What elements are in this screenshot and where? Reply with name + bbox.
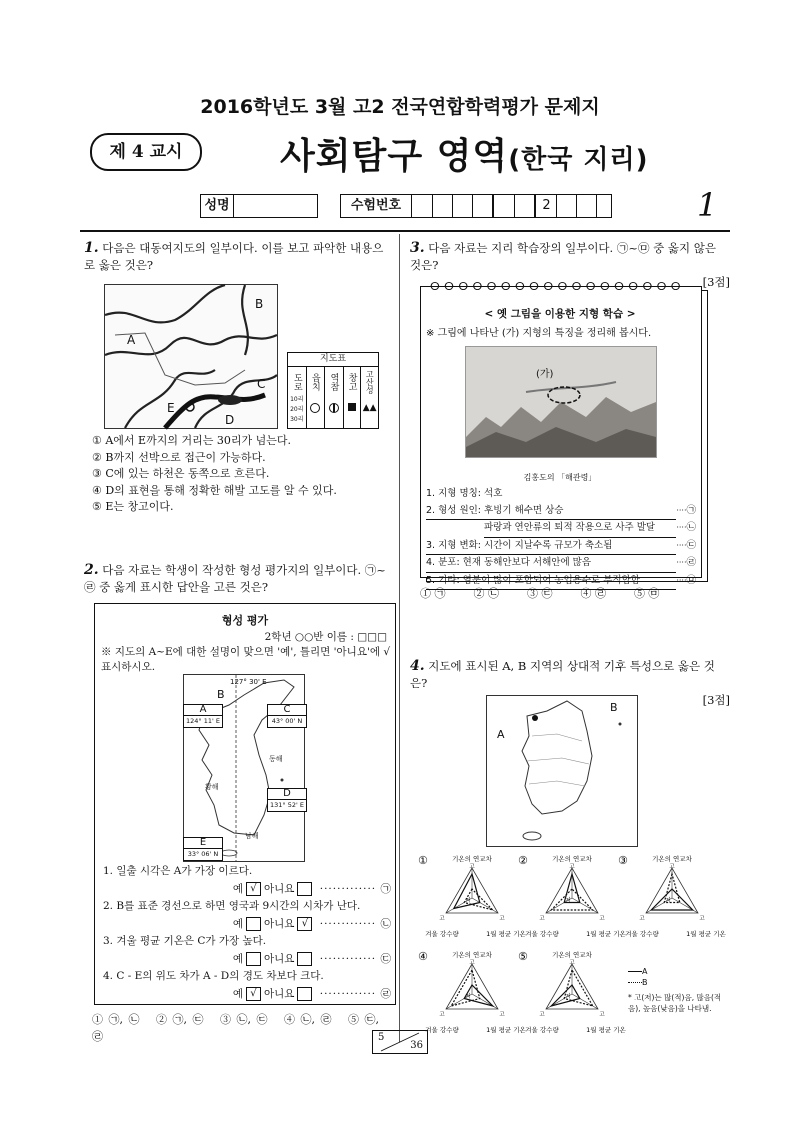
radar-axis-label: 1월 평균 기온 [686,930,726,938]
radar-axis-label: 1월 평균 기온 [586,930,626,938]
id-cell [433,195,453,217]
q2-number: 2. [84,562,99,578]
radar-high-label: 고 [699,916,705,922]
radar-axis-label: 겨울 강수량 [525,1026,559,1034]
legend-col-label: 역참 [328,373,339,391]
q2-option[interactable]: ① ㉠, ㉡ [92,1013,140,1026]
note-row-text: 1. 지형 명칭: 석호 [426,488,503,499]
map-label-c-box [267,704,307,728]
radar-high-label: 고 [439,916,445,922]
map-label-d-box [267,788,307,812]
note-row-text: 파랑과 연안류의 퇴적 작용으로 사주 발달 [484,520,676,538]
yes-label: 예 [232,952,243,965]
map-label-c: C [283,704,291,715]
q3-notebook [420,280,706,586]
no-checkbox[interactable] [297,882,312,896]
id-cell [413,195,433,217]
radar-chart-option[interactable] [414,852,526,938]
page-current: 5 [378,1032,385,1043]
yes-label: 예 [232,917,243,930]
map-label-e-box [183,837,223,861]
legend-col-label: 고산성 [365,370,375,394]
radar-chart-option[interactable] [514,948,626,1034]
sea-label: 황해 [205,783,219,791]
name-label: 성명 [201,195,234,217]
korea-peninsula-drawing [184,675,304,861]
painting-drawing [466,347,656,457]
legend-title: 지도표 [288,353,378,367]
radar-axis-label: 기온의 연교차 [452,951,492,959]
q1-option[interactable]: ② B까지 선박으로 접근이 가능하다. [92,450,266,464]
map-label-a: A [199,704,207,715]
id-cell [453,195,473,217]
no-label: 아니요 [263,987,295,1000]
subject-main: 사회탐구 영역 [280,136,509,177]
yes-checkbox[interactable] [246,917,261,931]
id-cell [577,195,597,217]
q1-option[interactable]: ⑤ E는 창고이다. [92,500,174,513]
radar-high-label: 고 [469,864,475,870]
subject-title [280,128,649,179]
radar-high-label: 고 [599,1012,605,1018]
no-checkbox[interactable] [297,987,312,1001]
radar-low-label: 저 [565,994,571,1000]
radar-chart-option[interactable] [514,852,626,938]
radar-option-mark: ④ [418,950,428,963]
note-row [426,486,696,503]
q2-korea-map [183,674,305,862]
radar-option-mark: ① [418,854,428,867]
radar-high-label: 고 [669,864,675,870]
q2-text: 다음 자료는 학생이 작성한 형성 평가지의 일부이다. ㉠~㉣ 중 옳게 표시한 답안을 고른 것은? [84,563,386,594]
q1-text: 다음은 대동여지도의 일부이다. 이를 보고 파악한 내용으로 옳은 것은? [84,241,384,272]
radar-high-label: 고 [499,916,505,922]
radar-chart-option[interactable] [614,852,726,938]
radar-low-label: 저 [465,994,471,1000]
q1-map-label: A [127,333,136,347]
sea-label: 남해 [245,832,259,840]
note-row-text: 5. 기타: 염분이 많이 포함되어 농업용수로 부적합함 [426,573,676,591]
legend-note: * 고(저)는 많(적)음, 많음(적음), 높음(낮음)을 나타냄. [628,993,722,1013]
note-row: 2. 형성 원인: 후빙기 해수면 상승 ···· ㉠ [426,503,696,521]
legend-tick: 30리 [290,416,304,423]
yes-label: 예 [232,882,243,895]
note-row: 3. 지형 변화: 시간이 지날수록 규모가 축소됨 ···· ㉢ [426,538,696,556]
quiz-item-answer-row [103,986,391,1004]
note-row: 파랑과 연안류의 퇴적 작용으로 사주 발달 ···· ㉡ [426,520,696,538]
q4-map-label: B [610,701,618,714]
quiz-item-answer-row [103,916,391,934]
radar-axis-label: 기온의 연교차 [552,855,592,863]
id-cell [557,195,577,217]
quiz-item-text: 4. C - E의 위도 차가 A - D의 경도 차보다 크다. [103,970,324,982]
q1-map-label: D [225,413,235,427]
circle-symbol-icon [310,403,320,413]
q3-option[interactable]: ⑤ ㉤ [633,587,660,600]
radar-axis-label: 겨울 강수량 [525,930,559,938]
radar-low-label: 저 [565,898,571,904]
radar-option-mark: ③ [618,854,628,867]
radar-option-mark: ② [518,854,528,867]
q3-option[interactable]: ④ ㉣ [580,587,606,600]
leader-dots: ············· [315,987,381,1000]
q2-option[interactable]: ② ㉠, ㉢ [156,1013,204,1026]
yes-checkbox[interactable]: √ [246,882,261,896]
radar-axis-label: 1월 평균 기온 [486,1026,526,1034]
item-mark: ㉠ [380,882,391,895]
sea-label: 동해 [269,755,283,763]
q3-option[interactable]: ② ㉡ [473,587,499,600]
q2-option[interactable]: ③ ㉡, ㉢ [220,1013,268,1026]
note-row-mark: ㉢ [686,539,696,551]
map-label-d: D [283,788,291,799]
south-korea-drawing [487,696,637,846]
map-label-a-box [183,704,223,728]
map-coord-c: 43° 00' N [268,715,306,726]
legend-a-label: A [642,967,648,976]
header-rule [80,230,730,232]
legend-col-label: 창고 [346,373,357,391]
landscape-painting [465,346,657,458]
legend-col-town [307,367,326,428]
q3-option[interactable]: ① ㉠ [420,587,446,600]
radar-chart-option[interactable] [414,948,526,1034]
radar-low-label: 저 [465,898,471,904]
radar-low-label: 저 [665,898,671,904]
quiz-instruction: ※ 지도의 A~E에 대한 설명이 맞으면 '예', 틀리면 '아니요'에 √ 표시하시오. [101,646,391,673]
legend-col-label: 도로 [291,373,302,391]
q4-korea-map [486,695,638,847]
radar-high-label: 고 [599,916,605,922]
q1-legend [287,352,379,429]
leader-dots: ············· [315,917,381,930]
note-row-text: 4. 분포: 현재 동해안보다 서해안에 많음 [426,555,676,573]
note-row-mark: ㉡ [686,522,696,533]
legend-tick: 20리 [290,406,304,413]
radar-high-label: 고 [499,1012,505,1018]
legend-col-storage [344,367,362,428]
note-row-text: 2. 형성 원인: 후빙기 해수면 상승 [426,503,676,521]
radar-axis-label: 겨울 강수량 [425,930,459,938]
name-box [200,194,318,218]
id-cell [473,195,494,217]
q1-old-map [104,284,278,429]
yes-label: 예 [232,987,243,1000]
square-symbol-icon [348,403,356,411]
radar-high-label: 고 [639,916,645,922]
quiz-items [103,863,391,1003]
q3-options [420,586,720,603]
quiz-item-text: 2. B를 표준 경선으로 하면 영국과 9시간의 시차가 난다. [103,900,361,912]
legend-entry-a [628,966,728,977]
legend-col-fortress [361,367,378,428]
q4-number: 4. [410,658,425,674]
q1-option[interactable]: ③ C에 있는 하천은 동쪽으로 흐른다. [92,467,270,480]
radar-high-label: 고 [539,1012,545,1018]
legend-col-road [288,367,307,428]
quiz-item-answer-row [103,951,391,969]
leader-dots: ············· [315,882,381,895]
radar-high-label: 고 [439,1012,445,1018]
page-number: 1 [697,186,718,224]
radar-high-label: 고 [469,960,475,966]
q1-options [92,433,392,516]
exam-title: 2016학년도 3월 고2 전국연합학력평가 문제지 [200,96,600,118]
painting-caption: 김홍도의 「해관령」 [523,473,597,482]
q1-map-label: E [167,401,175,415]
note-row-mark: ㉤ [686,574,696,586]
column-divider [399,234,400,1042]
item-mark: ㉢ [380,952,391,965]
q4-text: 지도에 표시된 A, B 지역의 상대적 기후 특성으로 옳은 것은? [410,659,715,690]
old-map-drawing [105,285,277,428]
page-total: 36 [410,1040,423,1051]
map-label-b: B [217,688,225,701]
id-box [340,194,612,218]
legend-tick: 10리 [290,396,304,403]
q2-stem [84,562,390,596]
period-badge: 제 4 교시 [90,133,202,171]
no-checkbox[interactable] [297,952,312,966]
map-coord-d: 131° 52' E [268,799,306,810]
radar-high-label: 고 [569,960,575,966]
id-cell [597,195,609,217]
radar-high-label: 고 [569,864,575,870]
q1-map-label: C [257,377,266,391]
note-row: 4. 분포: 현재 동해안보다 서해안에 많음 ···· ㉣ [426,555,696,573]
note-row: 5. 기타: 염분이 많이 포함되어 농업용수로 부적합함 ···· ㉤ [426,573,696,591]
q3-number: 3. [410,240,425,256]
yes-checkbox[interactable] [246,952,261,966]
id-cell [515,195,536,217]
quiz-item-answer-row [103,881,391,899]
legend-entry-b [628,977,728,988]
radar-axis-label: 겨울 강수량 [425,1026,459,1034]
q2-quiz-box [94,603,396,1005]
id-cell [495,195,515,217]
subject-sub: (한국 지리) [508,145,649,175]
radar-axis-label: 기온의 연교차 [452,855,492,863]
legend-col-label: 읍치 [309,373,320,391]
q1-map-label: B [255,297,264,311]
q4-points: [3점] [702,693,730,707]
no-label: 아니요 [263,917,295,930]
radar-axis-label: 1월 평균 기온 [586,1026,626,1034]
map-coord-a: 124° 11' E [184,715,222,726]
no-label: 아니요 [263,952,295,965]
note-row-mark: ㉣ [686,557,696,568]
radar-option-mark: ⑤ [518,950,528,963]
note-rows [426,486,696,590]
note-title: < 옛 그림을 이용한 지형 학습 > [484,308,636,320]
legend-col-station [325,367,344,428]
item-mark: ㉣ [380,987,391,1000]
no-label: 아니요 [263,882,295,895]
q1-stem [84,240,390,274]
radar-axis-label: 겨울 강수량 [625,930,659,938]
quiz-item-text: 3. 겨울 평균 기온은 C가 가장 높다. [103,935,267,947]
spiral-rings-icon: ⵔⵔⵔⵔⵔⵔⵔⵔⵔⵔⵔⵔⵔⵔⵔⵔⵔⵔ [430,280,685,293]
q3-text: 다음 자료는 지리 학습장의 일부이다. ㉠~㉤ 중 옳지 않은 것은? [410,241,716,272]
radar-axis-label: 기온의 연교차 [552,951,592,959]
note-row-mark: ㉠ [686,504,696,516]
map-coord-e: 33° 06' N [184,848,222,859]
q1-number: 1. [84,240,99,256]
q4-map-label: A [497,728,505,741]
quiz-title: 형성 평가 [221,614,269,627]
radar-axis-label: 기온의 연교차 [652,855,692,863]
q2-option[interactable]: ⑤ ㉢, ㉣ [92,1013,379,1043]
id-cell-digit: 2 [537,195,557,217]
quiz-class-line: 2학년 ○○반 이름 : □□□ [264,631,387,643]
painting-label: (가) [536,369,554,380]
page-counter [372,1030,428,1054]
legend-b-label: B [642,978,648,987]
quiz-item-text: 1. 일출 시각은 A가 가장 이르다. [103,865,253,877]
q3-points: [3점] [702,275,730,289]
leader-dots: ············· [315,952,381,965]
q1-option[interactable]: ① A에서 E까지의 거리는 30리가 넘는다. [92,434,291,447]
lon-label: 127° 30' E [230,678,267,686]
radar-high-label: 고 [539,916,545,922]
item-mark: ㉡ [380,917,391,930]
station-symbol-icon [329,403,339,413]
note-instruction: ※ 그림에 나타난 (가) 지형의 특징을 정리해 봅시다. [426,328,652,339]
id-label: 수험번호 [341,195,412,217]
note-row-text: 3. 지형 변화: 시간이 지날수록 규모가 축소됨 [426,538,676,556]
q1-option[interactable]: ④ D의 표현을 통해 정확한 해발 고도를 알 수 있다. [92,483,337,497]
q3-option[interactable]: ③ ㉢ [526,587,553,600]
yes-checkbox[interactable]: √ [246,987,261,1001]
q2-options [92,1012,392,1045]
q4-legend [628,966,728,1014]
map-label-e: E [199,837,207,848]
q2-option[interactable]: ④ ㉡, ㉣ [284,1013,332,1026]
mountain-symbol-icon: ▲▲ [362,403,377,413]
radar-axis-label: 1월 평균 기온 [486,930,526,938]
no-checkbox[interactable]: √ [297,917,312,931]
